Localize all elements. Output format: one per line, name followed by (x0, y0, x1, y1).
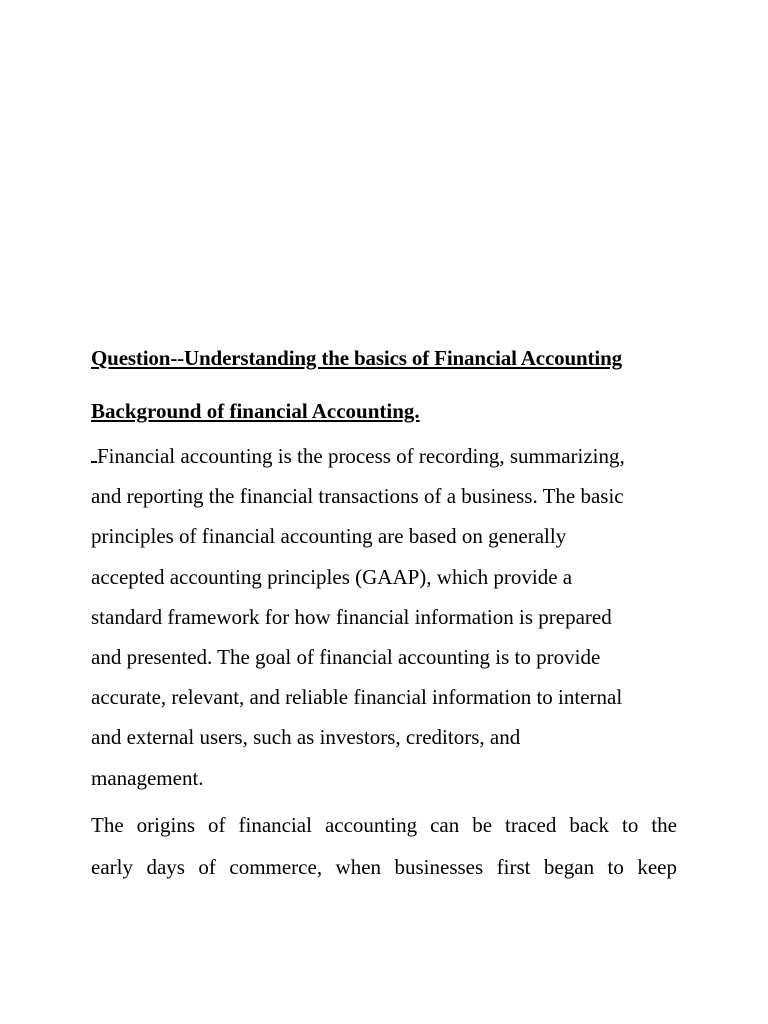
document-body (91, 344, 677, 888)
paragraph-line: principles of financial accounting are based on generally (91, 524, 567, 549)
paragraph-2 (91, 804, 677, 888)
paragraph-line: management. (91, 765, 204, 790)
paragraph-1 (91, 436, 677, 798)
section-heading: Background of financial Accounting. (91, 399, 420, 423)
paragraph-line-text: Financial accounting is the process of recording, summarizing, (97, 444, 625, 468)
paragraph-line: and presented. The goal of financial accounting is to provide (91, 645, 601, 670)
paragraph-line: standard framework for how financial information is prepared (91, 604, 612, 629)
paragraph-line: and external users, such as investors, creditors, and (91, 725, 521, 750)
question-heading: Question--Understanding the basics of Financial Accounting (91, 346, 622, 370)
paragraph-line: and reporting the financial transactions of a business. The basic (91, 484, 624, 509)
paragraph-line (91, 436, 677, 476)
paragraph-line: early days of commerce, when businesses first began to keep (91, 854, 677, 879)
paragraph-line: The origins of financial accounting can be traced back to the (91, 812, 677, 837)
paragraph-line: accurate, relevant, and reliable financial information to internal (91, 685, 623, 710)
paragraph-line: accepted accounting principles (GAAP), which provide a (91, 564, 573, 589)
